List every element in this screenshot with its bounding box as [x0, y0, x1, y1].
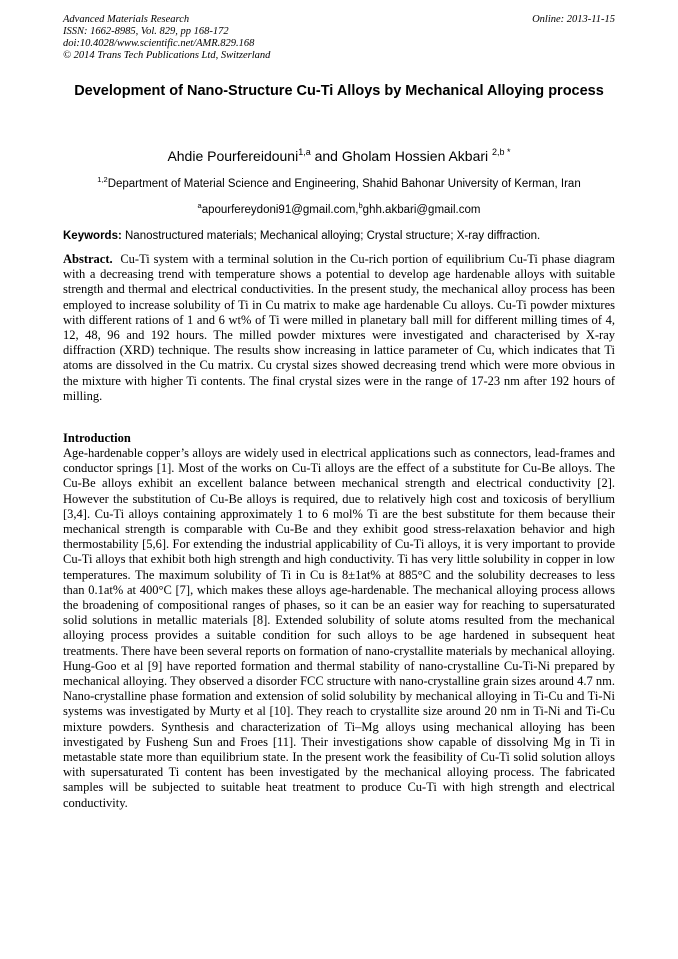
- email-b-mark: b: [358, 201, 363, 210]
- author-line: [63, 147, 615, 165]
- abstract-label: Abstract.: [63, 252, 113, 266]
- author-2-affil-mark: 2,b *: [492, 147, 511, 157]
- author-2: Gholam Hossien Akbari: [341, 148, 489, 164]
- journal-name: Advanced Materials Research: [63, 14, 190, 25]
- abstract-text: Cu-Ti system with a terminal solution in the Cu-rich portion of equilibrium Cu-Ti phase diagram with a decreasing trend with temperature shows a potential to develop age hardenable alloys with suitable strength and thermal and electrical conductivities. In the present study, the mechanical alloy process has been employed to increase solubility of Ti in Cu matrix to make age hardenable Cu alloys. Cu-Ti powder mixtures with different rations of 1 and 6 wt% of Ti were milled in planetary ball mill for different milling times of 4, 12, 48, 96 and 192 hours. The milled powder mixtures were investigated and characterised by X-ray diffraction (XRD) technique. The results show increasing in lattice parameter of Cu, which indicates that Ti atoms are dissolved in the Cu matrix. Cu crystal sizes showed decreasing trend which were more obvious in the mixture with higher Ti contents. The final crystal sizes were in the range of 17-23 nm after 192 hours of milling.: [63, 252, 619, 403]
- doi-line: doi:10.4028/www.scientific.net/AMR.829.168: [63, 38, 255, 49]
- keywords-text: Nanostructured materials; Mechanical alloying; Crystal structure; X-ray diffraction.: [121, 230, 541, 242]
- affiliation: [63, 177, 615, 191]
- issn-line: ISSN: 1662-8985, Vol. 829, pp 168-172: [63, 26, 229, 37]
- affiliation-mark: 1,2: [97, 175, 108, 184]
- email-a-mark: a: [197, 201, 202, 210]
- paper-title: Development of Nano-Structure Cu-Ti Alloys by Mechanical Alloying process: [74, 83, 604, 99]
- introduction-body: Age-hardenable copper’s alloys are widely used in electrical applications such as connectors, lead-frames and conductor springs [1]. Most of the works on Cu-Ti alloys are the effect of a substitute for Cu-Be alloys. The Cu-Be alloys exhibit an excellent balance between mechanical strength and electrical conductivity [2]. However the substitution of Cu-Be alloys is required, due to relatively high cost and toxicosis of beryllium [3,4]. Cu-Ti alloys containing approximately 1 to 6 mol% Ti are the best substitute for them because their mechanical strength is comparable with Cu-Be and they exhibit good stress-relaxation behavior and high thermostability [5,6]. For extending the industrial applicability of Cu-Ti alloys, it is very important to provide Cu-Ti alloys that exhibit both high strength and high conductivity. Ti has very little solubility in copper in low temperatures. The maximum solubility of Ti in Cu is 8±1at% at 885°C and the solubility decreases to less than 0.1at% at 400°C [7], which makes these alloys age-hardenable. The mechanical alloying process allows the broadening of compositional ranges of phases, so it can be an easier way for reaching to supersaturated solid solutions in metallic materials [8]. Extended solubility of solute atoms resulted from the mechanical alloying process provides a suitable condition for such alloys to be age hardened in subsequent heat treatments. There have been several reports on formation of nano-crystallite materials by mechanical alloying. Hung-Goo et al [9] have reported formation and thermal stability of nano-crystalline Cu-Ti-Ni prepared by mechanical alloying. They observed a disorder FCC structure with nano-crystalline grain sizes around 4.7 nm. Nano-crystalline phase formation and extension of solid solubility by mechanical alloying in Ti-Cu and Ti-Ni systems was investigated by Murty et al [10]. They reach to crystallite size around 20 nm in Ti-Ni and Ti-Cu mixture powders. Synthesis and characterization of Ti–Mg alloys using mechanical alloying has been investigated by Fusheng Sun and Froes [11]. Their investigations show capable of dissolving Mg in Ti in metastable state more than equilibrium state. In the present work the feasibility of Cu-Ti solid solution alloys with supersaturated Ti content has been investigated by the mechanical alloying process. The fabricated samples will be subjected to suitable heat treatment to produce Cu-Ti with high strength and electrical conductivity.: [63, 446, 615, 810]
- abstract: [63, 252, 619, 404]
- copyright-line: © 2014 Trans Tech Publications Ltd, Switzerland: [63, 50, 271, 61]
- email-b[interactable]: ghh.akbari@gmail.com: [362, 204, 481, 216]
- section-heading-introduction: Introduction: [63, 431, 131, 445]
- online-date: Online: 2013-11-15: [532, 14, 615, 25]
- author-conjunction: and: [310, 148, 342, 164]
- keywords: [63, 229, 615, 243]
- email-line: [63, 203, 615, 217]
- keywords-label: Keywords:: [63, 230, 122, 242]
- author-1-affil-mark: 1,a: [298, 147, 311, 157]
- email-a[interactable]: apourfereydoni91@gmail.com,: [201, 204, 359, 216]
- journal-header: [63, 14, 615, 62]
- author-1: Ahdie Pourfereidouni: [167, 148, 299, 164]
- affiliation-text: Department of Material Science and Engineering, Shahid Bahonar University of Kerman, Iran: [107, 178, 581, 190]
